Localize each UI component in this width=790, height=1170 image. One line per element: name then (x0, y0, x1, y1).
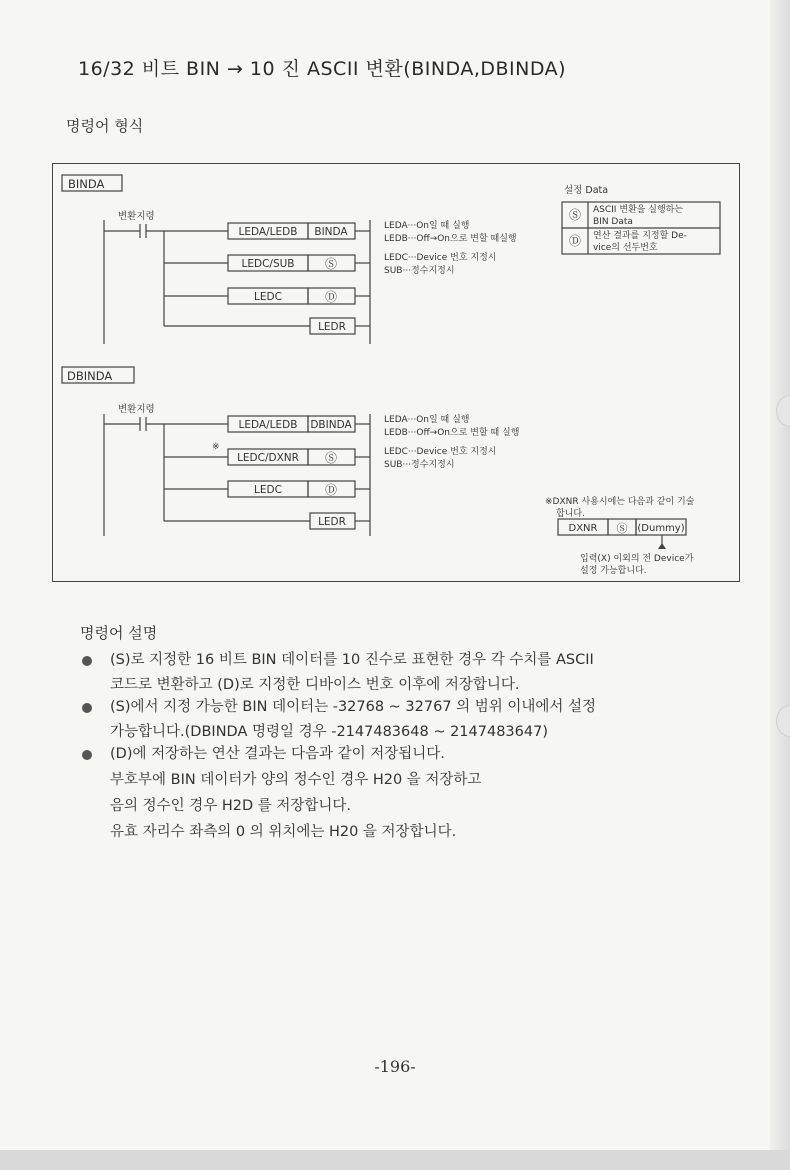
setting-row1-line1: ASCII 변환을 실행하는 (593, 205, 684, 215)
dbinda-box2-right: Ⓢ (324, 451, 338, 465)
scan-bottom-edge (0, 1150, 790, 1170)
dbinda-note-2: LEDB···Off→On으로 변할 때 실행 (384, 428, 520, 438)
page-number: -196- (374, 1057, 416, 1076)
binda-label: BINDA (68, 177, 105, 191)
dbinda-box1-right: DBINDA (310, 419, 352, 431)
explain-line-8: 유효 자리수 좌측의 0 의 위치에는 H20 을 저장합니다. (110, 824, 457, 840)
binda-box2-right: Ⓢ (324, 257, 338, 271)
binda-box2-left: LEDC/SUB (241, 258, 295, 270)
explain-heading: 명령어 설명 (80, 624, 158, 642)
explain-line-1: (S)로 지정한 16 비트 BIN 데이터를 10 진수로 표현한 경우 각 수치를 ASCII (110, 652, 594, 668)
setting-row2-line2: vice의 선두번호 (593, 243, 658, 253)
dbinda-box2-left: LEDC/DXNR (237, 452, 299, 464)
dxnr-note-line4: 설정 가능합니다. (580, 566, 647, 576)
binda-note-3: LEDC···Device 번호 지정시 (384, 253, 497, 263)
explain-line-5: (D)에 저장하는 연산 결과는 다음과 같이 저장됩니다. (110, 746, 445, 762)
dbinda-box4: LEDR (318, 516, 346, 528)
setting-row1-line2: BIN Data (593, 217, 633, 227)
binda-note-1: LEDA···On일 때 실행 (384, 221, 470, 231)
dxnr-note-line2: 합니다. (556, 509, 585, 519)
setting-row2-symbol: Ⓓ (568, 234, 582, 248)
bullet-dot-icon (82, 750, 92, 760)
setting-heading: 설정 Data (564, 185, 609, 196)
dbinda-contact-label: 변환지령 (118, 404, 155, 415)
explain-line-7: 음의 정수인 경우 H2D 를 저장합니다. (110, 798, 352, 814)
dxnr-box-b: Ⓢ (616, 522, 628, 535)
explain-line-4: 가능합니다.(DBINDA 명령일 경우 -2147483648 ~ 2147483647) (110, 724, 548, 740)
dbinda-box1-left: LEDA/LEDB (238, 419, 298, 431)
binda-box3-left: LEDC (254, 291, 282, 303)
dxnr-box-a: DXNR (568, 523, 598, 534)
binda-contact-label: 변환지령 (118, 211, 155, 222)
binda-note-2: LEDB···Off→On으로 변할 때실행 (384, 234, 517, 244)
setting-row1-symbol: Ⓢ (568, 208, 582, 222)
binda-note-4: SUB···정수지정시 (384, 266, 455, 276)
bullet-dot-icon (82, 656, 92, 666)
dbinda-note-1: LEDA···On일 때 실행 (384, 415, 470, 425)
explain-line-2: 코드로 변환하고 (D)로 지정한 디바이스 번호 이후에 저장합니다. (110, 677, 520, 693)
dbinda-reference-mark: ※ (212, 442, 220, 452)
explain-line-3: (S)에서 지정 가능한 BIN 데이터는 -32768 ~ 32767 의 범위 이내에서 설정 (110, 699, 597, 715)
binda-box3-right: Ⓓ (324, 290, 338, 304)
binda-box1-right: BINDA (314, 226, 348, 238)
binda-box1-left: LEDA/LEDB (238, 226, 298, 238)
dxnr-box-c: (Dummy) (637, 523, 685, 534)
dxnr-note-line1: ※DXNR 사용시에는 다음과 같이 기술 (545, 497, 695, 507)
dxnr-note-line3: 입력(X) 이외의 전 Device가 (580, 554, 694, 564)
bullet-dot-icon (82, 703, 92, 713)
dbinda-note-4: SUB···정수지정시 (384, 460, 455, 470)
dbinda-note-3: LEDC···Device 번호 지정시 (384, 447, 497, 457)
page-title: 16/32 비트 BIN → 10 진 ASCII 변환(BINDA,DBINDA) (78, 58, 567, 80)
setting-row2-line1: 연산 결과를 지정할 De- (593, 231, 687, 241)
binda-box4: LEDR (318, 321, 346, 333)
dbinda-box3-left: LEDC (254, 484, 282, 496)
dbinda-label: DBINDA (67, 369, 113, 383)
dbinda-box3-right: Ⓓ (324, 483, 338, 497)
format-heading: 명령어 형식 (66, 117, 144, 135)
explain-line-6: 부호부에 BIN 데이터가 양의 정수인 경우 H20 을 저장하고 (110, 772, 482, 788)
